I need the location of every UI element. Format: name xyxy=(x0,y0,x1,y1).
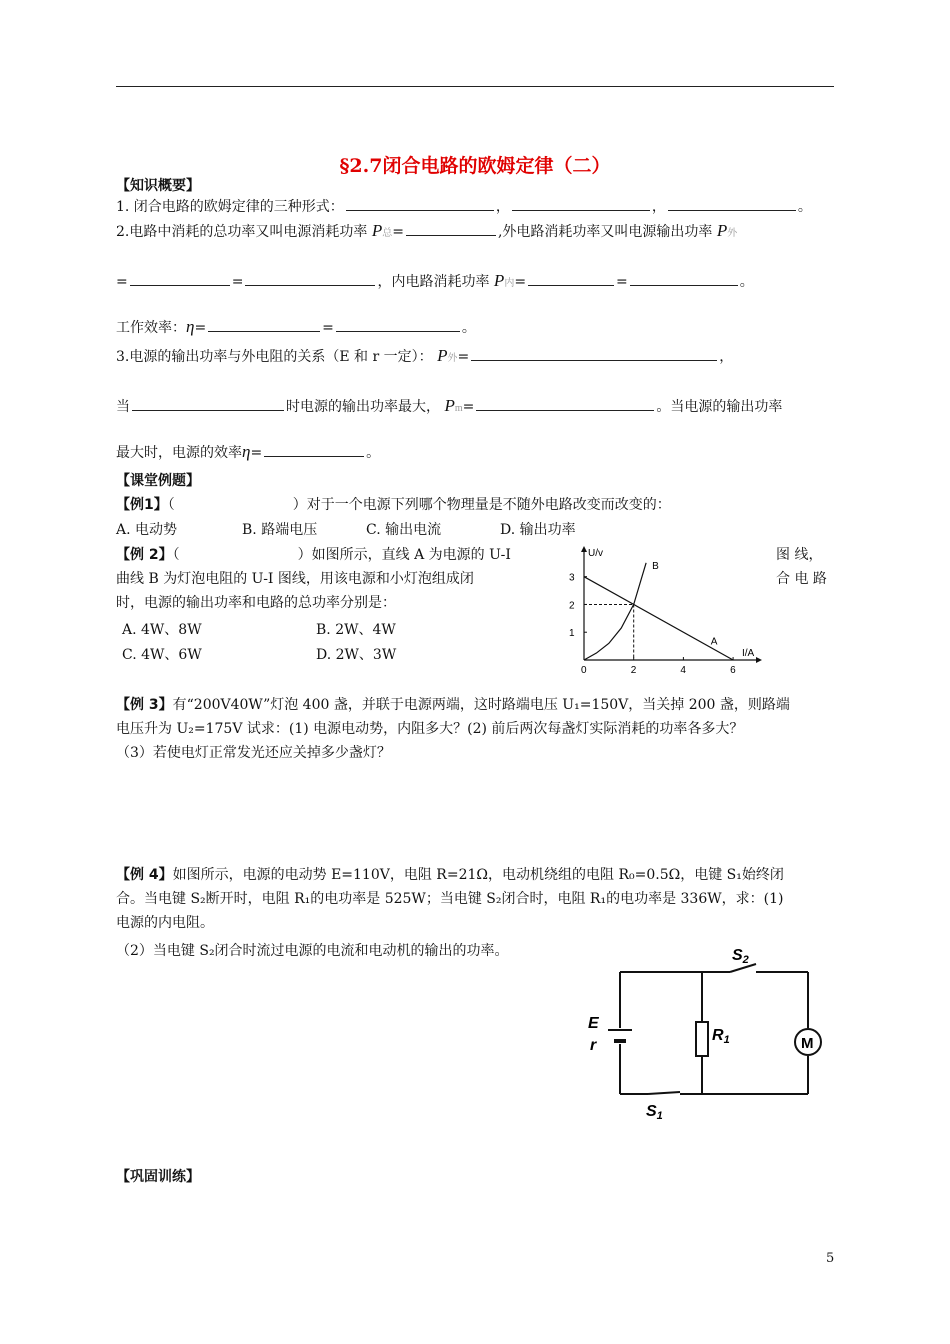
blank xyxy=(512,196,650,211)
x-axis-label: I/A xyxy=(742,648,755,659)
p-max-symbol: Pm xyxy=(444,396,463,415)
series-label-A: A xyxy=(710,636,718,648)
example1-option: C. 输出电流 xyxy=(366,522,442,538)
example2-line1-tail: 图 线， xyxy=(776,547,823,563)
resistor-r1 xyxy=(696,1022,708,1056)
example4-line4: （2）当电键 S₂闭合时流过电源的电流和电动机的输出的功率。 xyxy=(116,943,509,959)
x-axis-arrow xyxy=(756,657,762,663)
y-axis-arrow xyxy=(581,546,587,552)
example1-option: A. 电动势 xyxy=(116,522,178,538)
label-motor: M xyxy=(801,1035,814,1052)
label-s1: S1 xyxy=(646,1103,663,1122)
blank xyxy=(264,442,364,457)
x-tick-label: 6 xyxy=(730,665,736,676)
blank xyxy=(528,271,614,286)
blank xyxy=(245,271,375,286)
p-in-symbol: P内 xyxy=(493,271,515,290)
blank xyxy=(132,396,284,411)
x-tick-label: 2 xyxy=(630,665,637,676)
p-total-symbol: P总 xyxy=(371,221,393,240)
example4-line3: 电源的内电阻。 xyxy=(116,915,214,931)
example2-option: C. 4W、6W xyxy=(122,647,202,663)
example3-line2: 电压升为 U₂=175V 试求：(1) 电源电动势，内阻多大？(2) 前后两次每盏灯实际消耗的功率各多大？ xyxy=(116,721,744,737)
overview-q1: 1. 闭合电路的欧姆定律的三种形式： ， ， 。 xyxy=(116,196,812,216)
blank xyxy=(208,317,320,332)
y-tick-label: 1 xyxy=(569,628,575,640)
ui-chart xyxy=(560,544,770,676)
section-overview: 【知识概要】 xyxy=(116,178,200,194)
example3-line3: （3）若使电灯正常发光还应关掉多少盏灯？ xyxy=(116,745,391,761)
blank xyxy=(476,396,654,411)
section-training: 【巩固训练】 xyxy=(116,1169,200,1185)
switch-s1 xyxy=(648,1092,680,1094)
example2-line2: 曲线 B 为灯泡电阻的 U-I 图线，用该电源和小灯泡组成闭 xyxy=(116,571,474,587)
section-examples: 【课堂例题】 xyxy=(116,473,200,489)
label-s2: S2 xyxy=(732,947,749,966)
label-internal-r: r xyxy=(590,1037,597,1054)
p-out-symbol: P外 xyxy=(716,221,738,240)
y-tick-label: 2 xyxy=(569,600,575,612)
circuit-diagram xyxy=(580,944,840,1124)
header-rule xyxy=(116,86,834,87)
example2-line3: 时，电源的输出功率和电路的总功率分别是： xyxy=(116,595,396,611)
example2-option: B. 2W、4W xyxy=(316,622,396,638)
blank xyxy=(471,346,717,361)
example2-option: A. 4W、8W xyxy=(122,622,202,638)
example1-stem: 【例1】（ ）对于一个电源下列哪个物理量是不随外电路改变而改变的： xyxy=(116,497,671,513)
blank xyxy=(346,196,494,211)
example2-line1: 【例 2】（ ）如图所示，直线 A 为电源的 U-I xyxy=(116,547,511,563)
x-tick-label: 4 xyxy=(680,665,686,676)
example2-option: D. 2W、3W xyxy=(316,647,397,663)
series-line-B xyxy=(584,563,646,660)
page-number: 5 xyxy=(826,1251,835,1266)
p-out-symbol: P外 xyxy=(437,346,458,365)
y-tick-label: 3 xyxy=(569,572,575,584)
example4-line1: 【例 4】如图所示，电源的电动势 E=110V，电阻 R=21Ω，电动机绕组的电阻 R₀=0.5Ω，电键 S₁始终闭 xyxy=(116,867,784,883)
x-tick-label: 0 xyxy=(581,665,587,676)
overview-q3-line2: 当 时电源的输出功率最大， Pm= 。当电源的输出功率 xyxy=(116,396,783,415)
example1-option: D. 输出功率 xyxy=(500,522,576,538)
series-label-B: B xyxy=(652,560,659,572)
overview-q3-line3: 最大时，电源的效率η= 。 xyxy=(116,442,381,461)
example1-option: B. 路端电压 xyxy=(242,522,318,538)
overview-efficiency: 工作效率：η= = 。 xyxy=(116,317,476,336)
blank xyxy=(630,271,738,286)
blank xyxy=(668,196,796,211)
label-emf: E xyxy=(588,1015,599,1032)
overview-q2-line1: 2.电路中消耗的总功率又叫电源消耗功率 P总= ,外电路消耗功率又叫电源输出功率 P外 xyxy=(116,221,738,240)
example2-line2-tail: 合 电 路 xyxy=(776,571,827,587)
overview-q3-line1: 3.电源的输出功率与外电阻的关系（E 和 r 一定）： P外= ， xyxy=(116,346,734,365)
example3-line1: 【例 3】有“200V40W”灯泡 400 盏，并联于电源两端，这时路端电压 U₁=150V，当关掉 200 盏，则路端 xyxy=(116,697,790,713)
y-axis-label: U/v xyxy=(588,548,603,559)
example4-line2: 合。当电键 S₂断开时，电阻 R₁的电功率是 525W；当电键 S₂闭合时，电阻 R₁的电功率是 336W，求：(1) xyxy=(116,891,784,907)
page-title: §2.7闭合电路的欧姆定律（二） xyxy=(339,155,611,177)
label-r1: R1 xyxy=(712,1027,730,1046)
overview-q2-line2: = = ，内电路消耗功率 P内= = 。 xyxy=(116,271,754,290)
blank xyxy=(406,221,496,236)
blank xyxy=(336,317,460,332)
blank xyxy=(130,271,230,286)
